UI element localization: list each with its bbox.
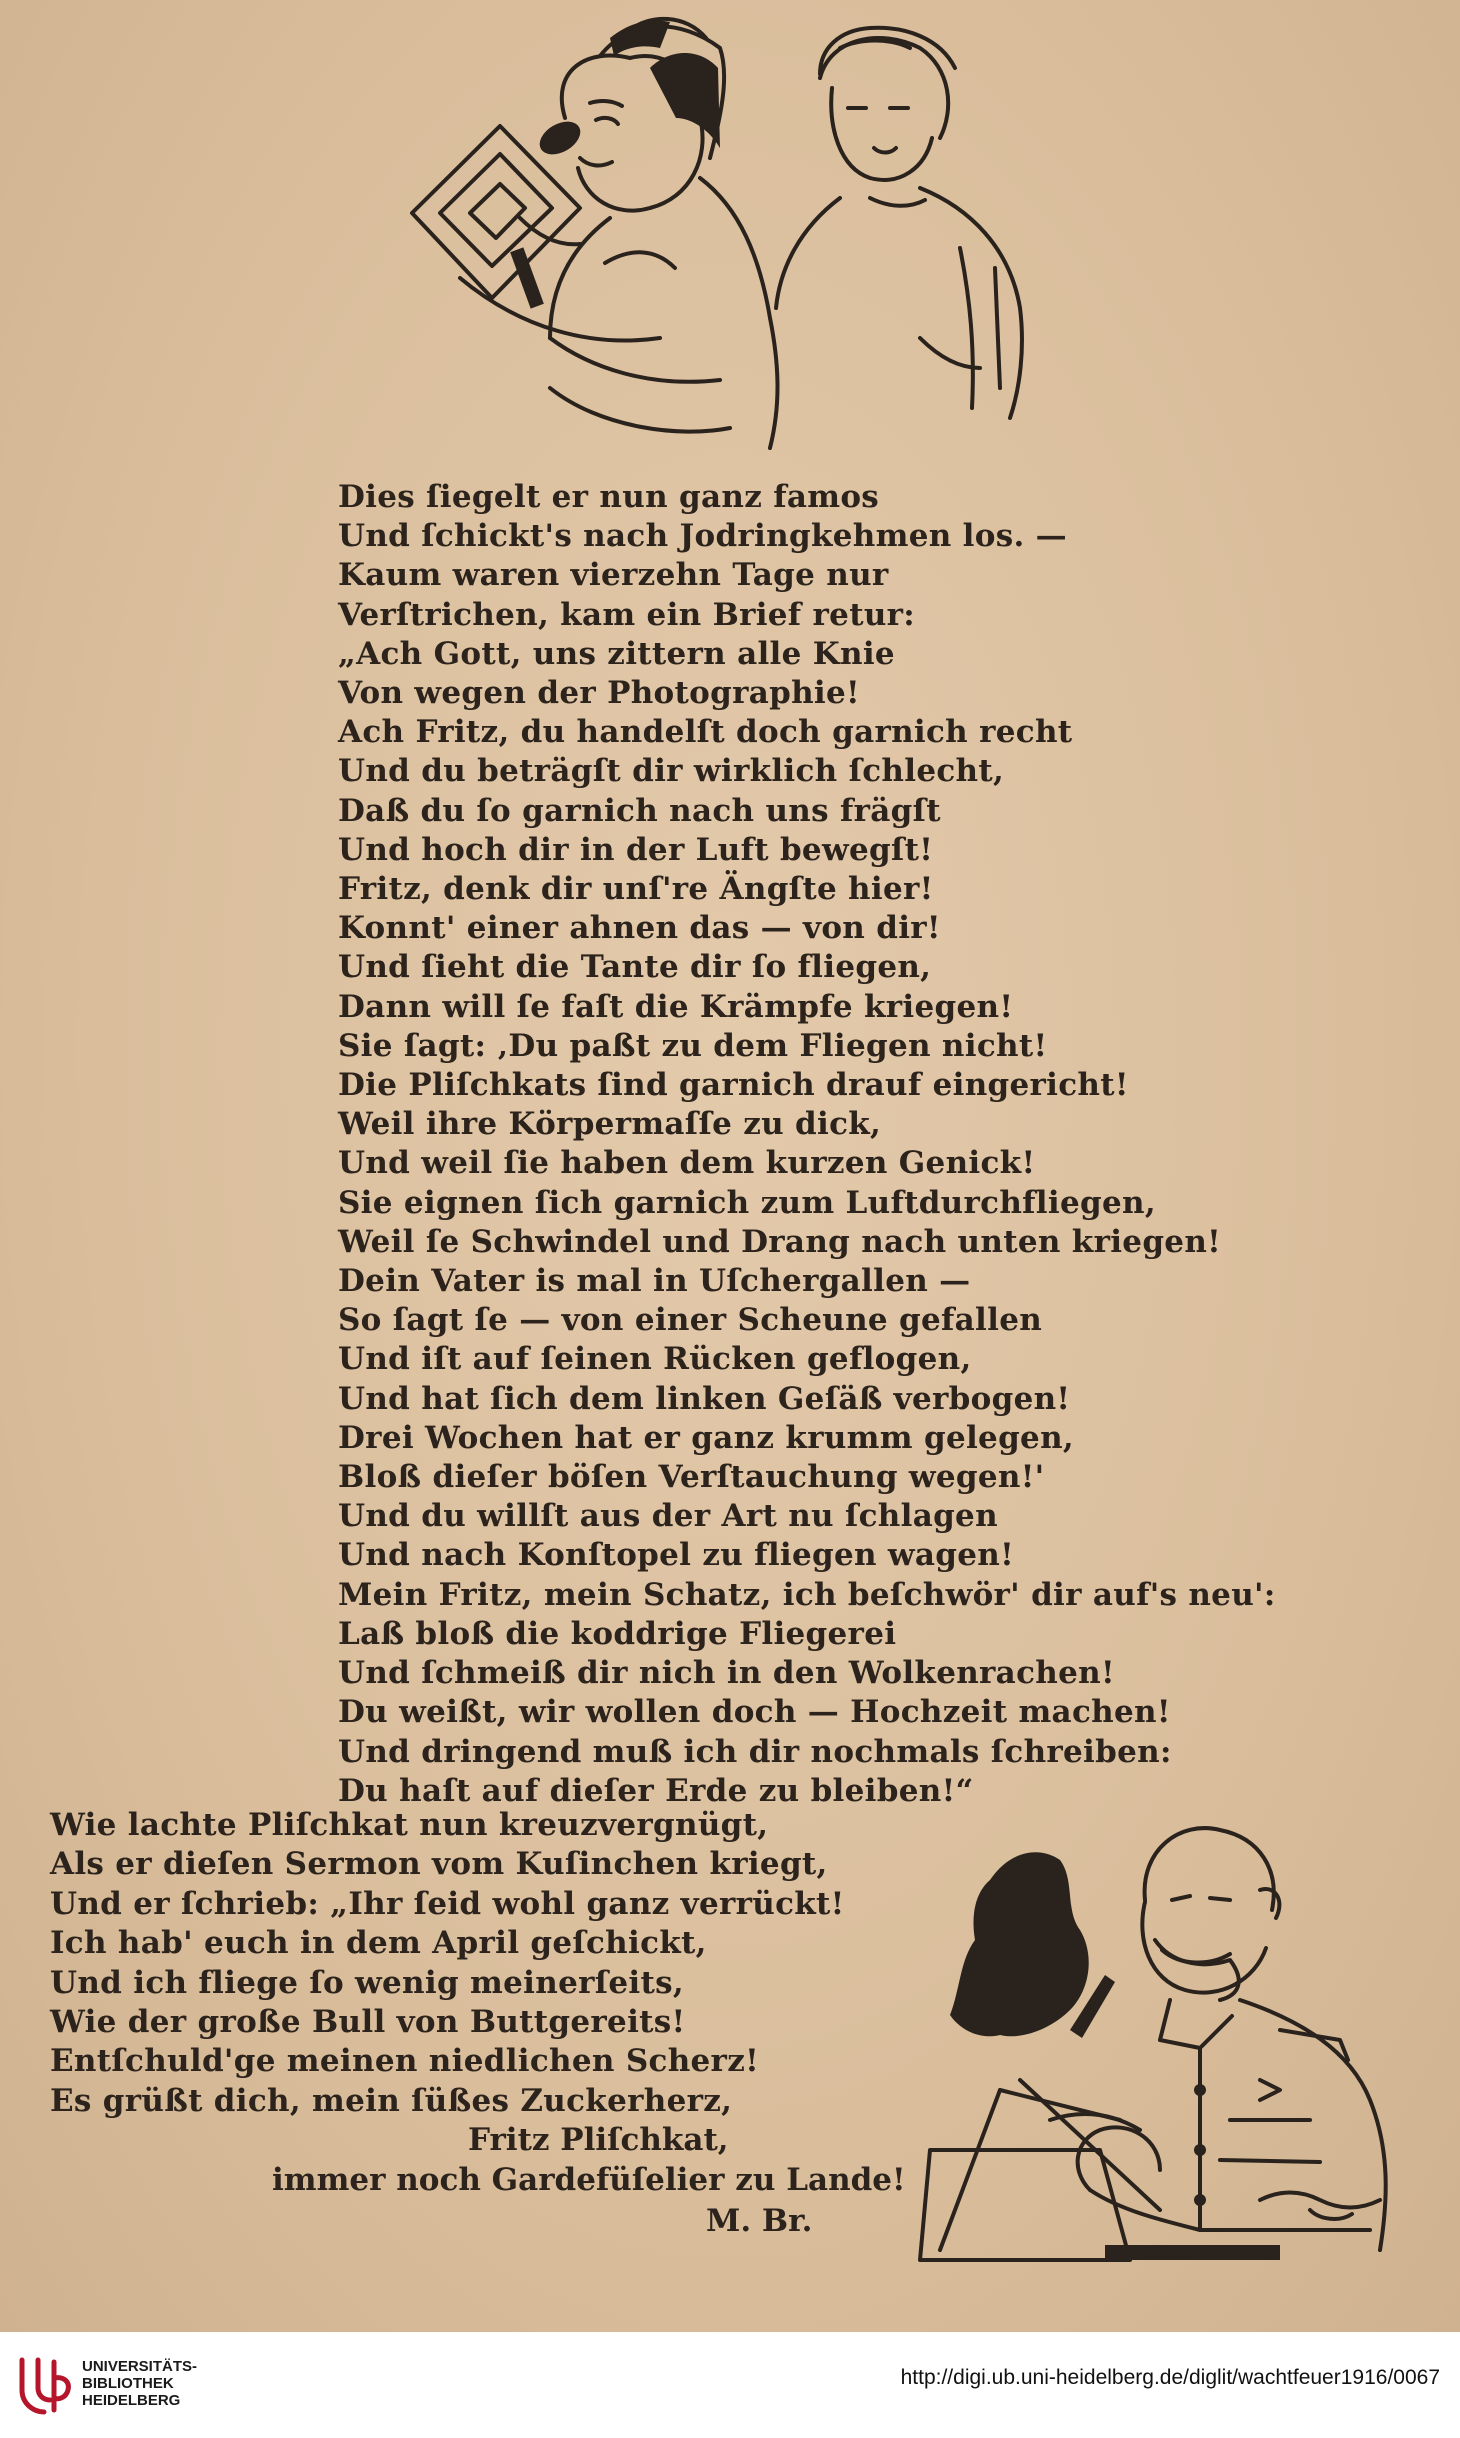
ub-heidelberg-logo-icon	[14, 2354, 74, 2422]
library-name-line: UNIVERSITÄTS-	[82, 2358, 198, 2375]
poem-line: Und weil ſie haben dem kurzen Genick!	[338, 1145, 1036, 1182]
poem-line: Fritz, denk dir unſ're Ängſte hier!	[338, 871, 934, 908]
poem-line: Ach Fritz, du handelſt doch garnich recht	[338, 714, 1073, 751]
library-name-line: BIBLIOTHEK	[82, 2375, 174, 2392]
poem-line: Und du beträgſt dir wirklich ſchlecht,	[338, 753, 1005, 790]
poem-line: Verſtrichen, kam ein Brief retur:	[338, 596, 916, 633]
poem-line: Wie der große Bull von Buttgereits!	[50, 2004, 686, 2041]
library-name	[82, 2358, 197, 2409]
poem-line: Entſchuld'ge meinen niedlichen Scherz!	[50, 2043, 760, 2080]
poem-stanza-2	[50, 1806, 845, 2121]
poem-line: Kaum waren vierzehn Tage nur	[338, 557, 889, 594]
two-women-illustration	[400, 8, 1040, 456]
two-women-drawing	[400, 8, 1040, 456]
poem-line: Und ſchickt's nach Jodringkehmen los. —	[338, 518, 1067, 555]
poem-line: Von wegen der Photographie!	[338, 675, 860, 712]
poem-line: Und hat ſich dem linken Geſäß verbogen!	[338, 1380, 1071, 1417]
poem-line: Und dringend muß ich dir nochmals ſchreiben:	[338, 1733, 1172, 1770]
poem-line: Und ich fliege ſo wenig meinerſeits,	[50, 1964, 684, 2001]
poem-line: Weil ſe Schwindel und Drang nach unten kriegen!	[338, 1223, 1222, 1260]
library-name-line: HEIDELBERG	[82, 2392, 181, 2409]
poem-line: Wie lachte Pliſchkat nun kreuzvergnügt,	[50, 1807, 769, 1843]
poem-line: Daß du ſo garnich nach uns frägſt	[338, 792, 941, 829]
poem-line: So ſagt ſe — von einer Scheune gefallen	[338, 1302, 1043, 1339]
poem-line: Dies ſiegelt er nun ganz famos	[338, 479, 880, 515]
poem-line: Du weißt, wir wollen doch — Hochzeit machen!	[338, 1694, 1171, 1731]
poem-line: Bloß dieſer böſen Verſtauchung wegen!'	[338, 1459, 1045, 1496]
poem-line: Mein Fritz, mein Schatz, ich beſchwör' dir auf's neu':	[338, 1576, 1276, 1613]
poem-line: Und er ſchrieb: „Ihr ſeid wohl ganz verrückt!	[50, 1885, 845, 1922]
poem-line: Dein Vater is mal in Uſchergallen —	[338, 1263, 971, 1300]
poem-line: Und nach Konſtopel zu fliegen wagen!	[338, 1537, 1015, 1574]
signature-name: Fritz Pliſchkat,	[468, 2122, 729, 2158]
soldier-writing-drawing	[900, 1790, 1430, 2270]
poem-line: Sie eignen ſich garnich zum Luftdurchfliegen,	[338, 1184, 1156, 1221]
poem-line: Laß bloß die koddrige Fliegerei	[338, 1615, 897, 1652]
logo-shape	[14, 2354, 74, 2418]
poem-line: Sie ſagt: ‚Du paßt zu dem Fliegen nicht!	[338, 1027, 1048, 1064]
poem-line: Konnt' einer ahnen das — von dir!	[338, 910, 941, 947]
poem-line: Drei Wochen hat er ganz krumm gelegen,	[338, 1419, 1074, 1456]
poem-line: Die Pliſchkats ſind garnich drauf eingericht!	[338, 1067, 1129, 1104]
author-initials: M. Br.	[706, 2203, 813, 2239]
footer-bar	[0, 2332, 1460, 2438]
poem-line: Und hoch dir in der Luft bewegſt!	[338, 831, 934, 868]
signature-title: immer noch Gardefüſelier zu Lande!	[272, 2162, 906, 2198]
poem-stanza-1	[338, 478, 1276, 1811]
poem-line: Und iſt auf ſeinen Rücken geflogen,	[338, 1341, 972, 1378]
poem-line: Als er dieſen Sermon vom Kuſinchen kriegt,	[50, 1846, 828, 1883]
poem-line: Und ſieht die Tante dir ſo fliegen,	[338, 949, 932, 986]
poem-line: Und ſchmeiß dir nich in den Wolkenrachen!	[338, 1655, 1115, 1692]
permalink-url[interactable]: http://digi.ub.uni-heidelberg.de/diglit/wachtfeuer1916/0067	[900, 2366, 1440, 2389]
poem-line: Ich hab' euch in dem April geſchickt,	[50, 1925, 707, 1962]
poem-line: Dann will ſe faſt die Krämpfe kriegen!	[338, 988, 1014, 1025]
poem-line: Es grüßt dich, mein ſüßes Zuckerherz,	[50, 2082, 733, 2119]
poem-line: Und du willſt aus der Art nu ſchlagen	[338, 1498, 998, 1535]
poem-line: Du haſt auf dieſer Erde zu bleiben!“	[338, 1772, 974, 1809]
soldier-writing-illustration	[900, 1790, 1430, 2270]
poem-line: Weil ihre Körpermaſſe zu dick,	[338, 1106, 882, 1143]
poem-line: „Ach Gott, uns zittern alle Knie	[338, 635, 895, 672]
